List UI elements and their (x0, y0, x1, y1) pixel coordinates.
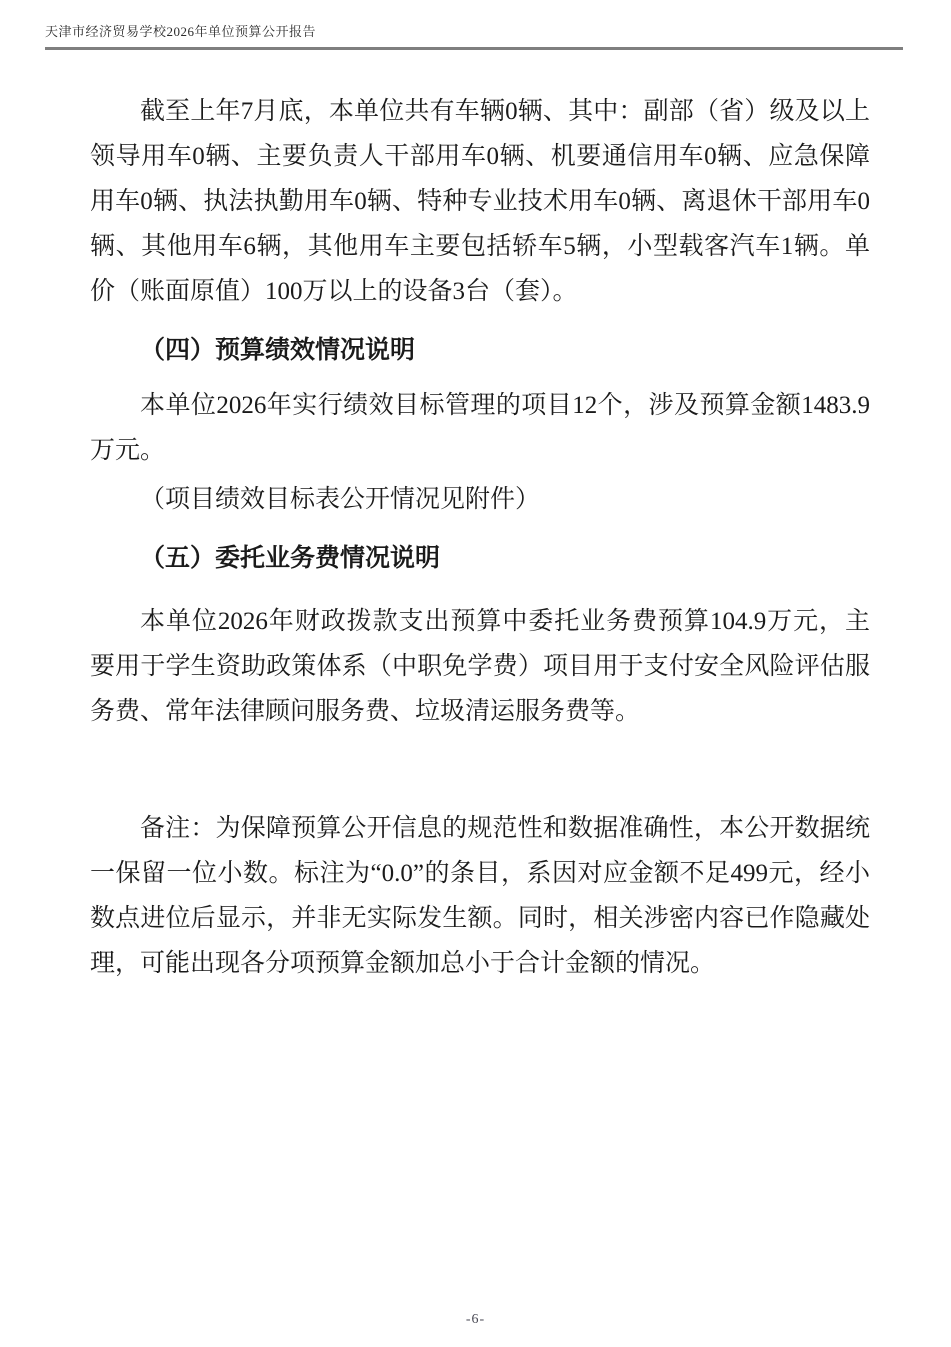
document-body (90, 50, 870, 986)
page-number: -6- (465, 1312, 486, 1327)
paragraph-vehicle-summary: 截至上年7月底，本单位共有车辆0辆、其中：副部（省）级及以上领导用车0辆、主要负责人干部用车0辆、机要通信用车0辆、应急保障用车0辆、执法执勤用车0辆、特种专业技术用车0辆、离退休干部用车0辆、其他用车6辆，其他用车主要包括轿车5辆，小型载客汽车1辆。单价（账面原值）100万以上的设备3台（套）。 (90, 98, 870, 305)
paragraph-remark: 备注：为保障预算公开信息的规范性和数据准确性，本公开数据统一保留一位小数。标注为“0.0”的条目，系因对应金额不足499元，经小数点进位后显示，并非无实际发生额。同时，相关涉密内容已作隐藏处理，可能出现各分项预算金额加总小于合计金额的情况。 (90, 815, 870, 977)
paragraph-performance-targets: 本单位2026年实行绩效目标管理的项目12个，涉及预算金额1483.9万元。 (90, 392, 870, 464)
header-title: 天津市经济贸易学校2026年单位预算公开报告 (45, 24, 317, 39)
section-heading-5-entrusted-service-fee: （五）委托业务费情况说明 (140, 545, 441, 572)
paragraph-entrusted-fee: 本单位2026年财政拨款支出预算中委托业务费预算104.9万元，主要用于学生资助政策体系（中职免学费）项目用于支付安全风险评估服务费、常年法律顾问服务费、垃圾清运服务费等。 (90, 608, 870, 725)
section-heading-4-budget-performance: （四）预算绩效情况说明 (140, 337, 416, 364)
page-header (45, 0, 903, 50)
paragraph-attachment-note: （项目绩效目标表公开情况见附件） (140, 486, 541, 513)
